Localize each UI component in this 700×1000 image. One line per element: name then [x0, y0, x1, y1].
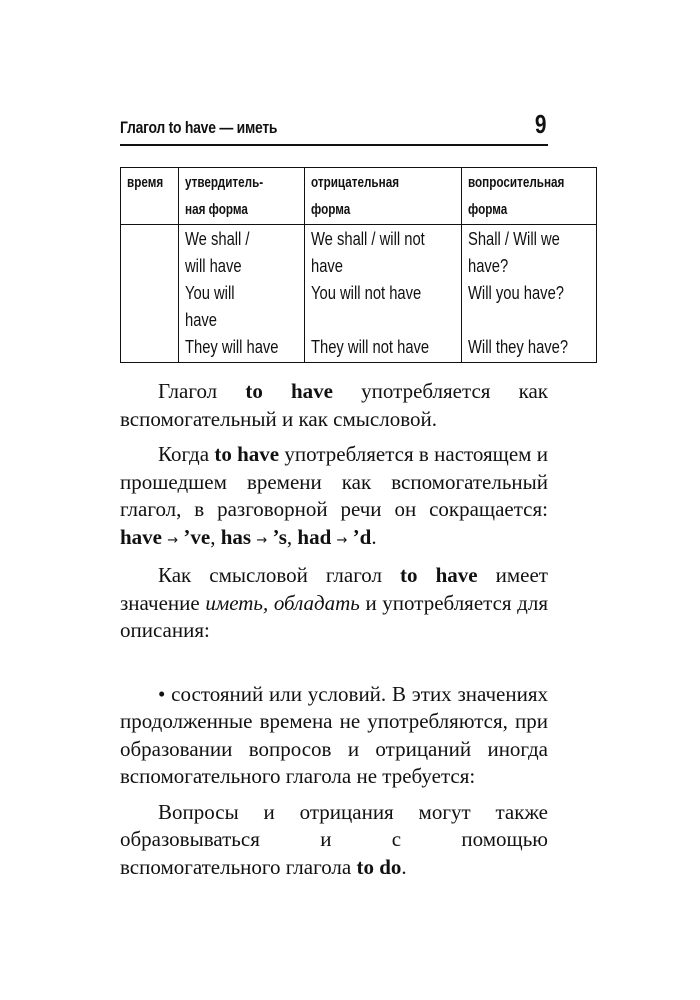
cell-affirmative: We shall / will have You will have They will have [179, 225, 305, 363]
table-header-row [121, 168, 597, 225]
table-row [121, 225, 597, 363]
header-tense: время [121, 168, 179, 225]
header-affirmative: утвердитель- ная форма [179, 168, 305, 225]
page-number: 9 [534, 109, 546, 139]
paragraph-meaning: Как смысловой глагол to have имеет значение иметь, обладать и употребляется для описания: [120, 563, 548, 642]
header-interrogative: вопросительная форма [461, 168, 597, 225]
paragraph-questions: Вопросы и отрицания могут также образовываться и с помощью вспомогательного глагола to do. [120, 799, 548, 879]
cell-interrogative: Shall / Will we have? Will you have? Will they have? [461, 225, 597, 363]
header-negative: отрицательная форма [305, 168, 461, 225]
conjugation-table [120, 167, 597, 363]
paragraph-contractions: Когда to have употребляется в настоящем и прошедшем времени как вспомогательный глагол, в разговорной речи он сокращается: have → ’ve, has → ’s, had → ’d. [120, 442, 548, 549]
chapter-title: Глагол to have — иметь [120, 118, 278, 137]
cell-tense [121, 225, 179, 363]
bullet-icon: • [158, 681, 166, 706]
bullet-item-states: • состояний или условий. В этих значениях продолженные времена не употребляются, при образовании вопросов и отрицаний иногда вспомогательного глагола не требуется: [120, 681, 548, 788]
cell-negative: We shall / will not have You will not have They will not have [305, 225, 461, 363]
running-header [120, 109, 548, 146]
arrow-icon: → [167, 532, 179, 548]
paragraph-usage: Глагол to have употребляется как вспомогательный и как смысловой. [120, 379, 548, 431]
body-text [120, 378, 548, 889]
arrow-icon: → [336, 532, 348, 548]
arrow-icon: → [256, 532, 268, 548]
